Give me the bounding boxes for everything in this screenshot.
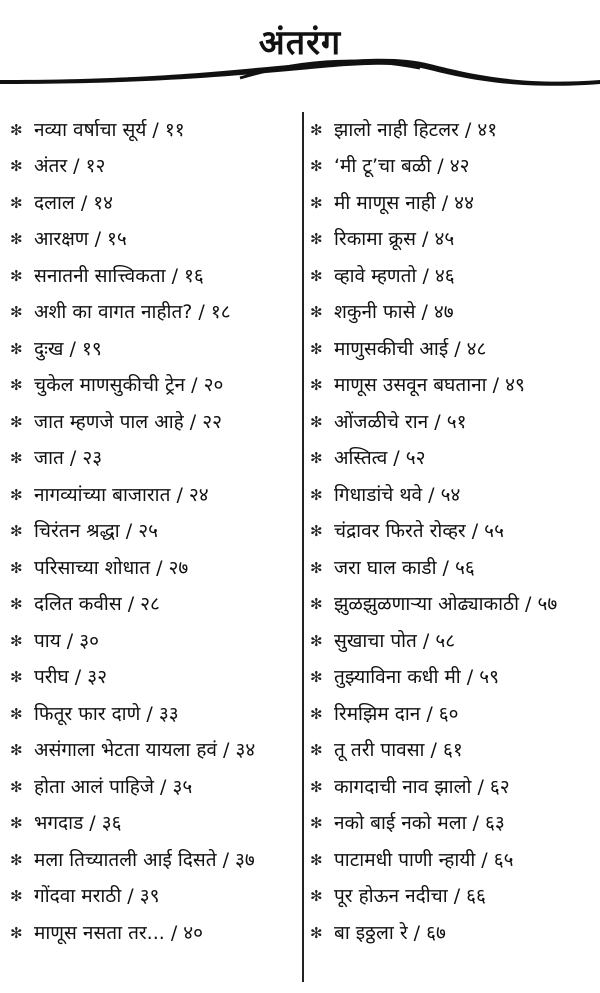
- toc-entry-text: तू तरी पावसा / ६१: [334, 739, 463, 762]
- asterisk-flower-icon: ✻: [310, 339, 323, 358]
- asterisk-flower-icon: ✻: [310, 631, 323, 650]
- toc-entry-text: रिमझिम दान / ६०: [334, 702, 459, 725]
- toc-entry-text: व्हावे म्हणतो / ४६: [334, 264, 455, 287]
- asterisk-flower-icon: ✻: [310, 266, 323, 285]
- toc-entry: [10, 733, 300, 770]
- asterisk-flower-icon: ✻: [310, 777, 323, 796]
- toc-entry-text: माणूस नसता तर... / ४०: [34, 921, 204, 944]
- toc-entry: [10, 623, 300, 660]
- toc-entry-text: कागदाची नाव झालो / ६२: [334, 775, 510, 798]
- toc-entry: [310, 842, 600, 879]
- toc-entry: [310, 587, 600, 624]
- asterisk-flower-icon: ✻: [10, 193, 23, 212]
- toc-entry: [310, 769, 600, 806]
- asterisk-flower-icon: ✻: [310, 668, 323, 687]
- toc-entry: [310, 915, 600, 952]
- toc-entry: [10, 295, 300, 332]
- contents-left-column: [10, 112, 300, 952]
- toc-entry-text: फितूर फार दाणे / ३३: [34, 702, 179, 725]
- toc-entry-text: सुखाचा पोत / ५८: [334, 629, 456, 652]
- asterisk-flower-icon: ✻: [10, 230, 23, 249]
- asterisk-flower-icon: ✻: [10, 120, 23, 139]
- asterisk-flower-icon: ✻: [10, 339, 23, 358]
- toc-entry: [10, 514, 300, 551]
- toc-entry: [310, 660, 600, 697]
- toc-entry-text: मी माणूस नाही / ४४: [334, 191, 474, 214]
- toc-entry-text: तुझ्याविना कधी मी / ५९: [334, 666, 499, 689]
- toc-entry-text: अंतर / १२: [34, 155, 106, 178]
- toc-entry-text: चंद्रावर फिरते रोव्हर / ५५: [334, 520, 504, 543]
- toc-entry-text: मला तिच्यातली आई दिसते / ३७: [34, 848, 255, 871]
- toc-entry: [10, 404, 300, 441]
- asterisk-flower-icon: ✻: [310, 814, 323, 833]
- toc-entry: [310, 149, 600, 186]
- asterisk-flower-icon: ✻: [310, 303, 323, 322]
- toc-entry-text: अस्तित्व / ५२: [334, 447, 426, 470]
- toc-entry-text: दलाल / १४: [34, 191, 114, 214]
- toc-entry-text: पाटामधी पाणी न्हायी / ६५: [334, 848, 514, 871]
- toc-entry-text: जात / २३: [34, 447, 103, 470]
- toc-entry-text: दलित कवीस / २८: [34, 593, 160, 616]
- toc-entry: [10, 587, 300, 624]
- toc-entry: [10, 696, 300, 733]
- asterisk-flower-icon: ✻: [10, 303, 23, 322]
- toc-entry-text: आरक्षण / १५: [34, 228, 127, 251]
- asterisk-flower-icon: ✻: [10, 741, 23, 760]
- column-divider: [302, 112, 304, 982]
- toc-entry-text: माणुसकीची आई / ४८: [334, 337, 487, 360]
- toc-entry: [10, 879, 300, 916]
- asterisk-flower-icon: ✻: [310, 923, 323, 942]
- toc-entry: [10, 915, 300, 952]
- asterisk-flower-icon: ✻: [10, 485, 23, 504]
- toc-entry-text: माणूस उसवून बघताना / ४९: [334, 374, 525, 397]
- asterisk-flower-icon: ✻: [310, 449, 323, 468]
- asterisk-flower-icon: ✻: [10, 704, 23, 723]
- toc-entry: [10, 769, 300, 806]
- toc-entry-text: परिसाच्या शोधात / २७: [34, 556, 189, 579]
- toc-entry: [10, 222, 300, 259]
- toc-entry-text: सनातनी सात्त्विकता / १६: [34, 264, 204, 287]
- toc-entry-text: चिरंतन श्रद्धा / २५: [34, 520, 158, 543]
- toc-entry-text: भगदाड / ३६: [34, 812, 122, 835]
- toc-entry-text: जरा घाल काडी / ५६: [334, 556, 475, 579]
- toc-entry: [310, 404, 600, 441]
- asterisk-flower-icon: ✻: [310, 522, 323, 541]
- asterisk-flower-icon: ✻: [310, 887, 323, 906]
- asterisk-flower-icon: ✻: [10, 412, 23, 431]
- toc-entry-text: बा इठ्ठला रे / ६७: [334, 921, 446, 944]
- toc-entry-text: ‘मी टू’चा बळी / ४२: [334, 155, 470, 178]
- toc-entry: [310, 733, 600, 770]
- toc-entry: [10, 331, 300, 368]
- toc-entry: [10, 441, 300, 478]
- toc-entry: [310, 295, 600, 332]
- toc-entry-text: दुःख / १९: [34, 337, 102, 360]
- toc-entry-text: ओंजळीचे रान / ५१: [334, 410, 467, 433]
- toc-entry: [310, 879, 600, 916]
- toc-entry: [310, 514, 600, 551]
- decorative-swoosh: [0, 50, 600, 98]
- toc-entry: [10, 550, 300, 587]
- asterisk-flower-icon: ✻: [10, 887, 23, 906]
- asterisk-flower-icon: ✻: [10, 522, 23, 541]
- asterisk-flower-icon: ✻: [310, 741, 323, 760]
- toc-entry: [310, 222, 600, 259]
- toc-entry-text: रिकामा क्रूस / ४५: [334, 228, 455, 251]
- toc-entry: [310, 185, 600, 222]
- asterisk-flower-icon: ✻: [310, 595, 323, 614]
- asterisk-flower-icon: ✻: [310, 120, 323, 139]
- toc-entry: [10, 368, 300, 405]
- toc-entry: [10, 477, 300, 514]
- toc-entry: [310, 441, 600, 478]
- toc-entry: [10, 806, 300, 843]
- toc-entry-text: पाय / ३०: [34, 629, 99, 652]
- toc-entry-text: नको बाई नको मला / ६३: [334, 812, 505, 835]
- asterisk-flower-icon: ✻: [310, 230, 323, 249]
- toc-entry: [10, 149, 300, 186]
- toc-entry: [310, 477, 600, 514]
- asterisk-flower-icon: ✻: [10, 777, 23, 796]
- page-header: [0, 0, 600, 100]
- toc-entry-text: पूर होऊन नदीचा / ६६: [334, 885, 486, 908]
- asterisk-flower-icon: ✻: [10, 376, 23, 395]
- asterisk-flower-icon: ✻: [310, 193, 323, 212]
- toc-entry: [310, 696, 600, 733]
- toc-entry: [10, 842, 300, 879]
- asterisk-flower-icon: ✻: [10, 814, 23, 833]
- toc-entry: [10, 660, 300, 697]
- asterisk-flower-icon: ✻: [310, 485, 323, 504]
- page-title: अंतरंग: [258, 23, 342, 63]
- asterisk-flower-icon: ✻: [310, 412, 323, 431]
- asterisk-flower-icon: ✻: [10, 157, 23, 176]
- asterisk-flower-icon: ✻: [10, 850, 23, 869]
- asterisk-flower-icon: ✻: [10, 595, 23, 614]
- toc-entry: [310, 550, 600, 587]
- toc-entry-text: नागव्यांच्या बाजारात / २४: [34, 483, 209, 506]
- toc-entry-text: अशी का वागत नाहीत? / १८: [34, 301, 231, 324]
- toc-entry-text: गोंदवा मराठी / ३९: [34, 885, 160, 908]
- asterisk-flower-icon: ✻: [310, 376, 323, 395]
- toc-entry-text: जात म्हणजे पाल आहे / २२: [34, 410, 222, 433]
- toc-entry: [310, 112, 600, 149]
- toc-entry: [310, 368, 600, 405]
- toc-entry: [310, 331, 600, 368]
- asterisk-flower-icon: ✻: [10, 631, 23, 650]
- toc-entry: [10, 185, 300, 222]
- asterisk-flower-icon: ✻: [10, 449, 23, 468]
- toc-entry-text: परीघ / ३२: [34, 666, 107, 689]
- toc-entry-text: झालो नाही हिटलर / ४१: [334, 118, 498, 141]
- toc-entry-text: शकुनी फासे / ४७: [334, 301, 454, 324]
- toc-entry-text: चुकेल माणसुकीची ट्रेन / २०: [34, 374, 224, 397]
- toc-entry: [310, 806, 600, 843]
- toc-entry: [10, 258, 300, 295]
- toc-entry: [310, 258, 600, 295]
- toc-entry: [10, 112, 300, 149]
- asterisk-flower-icon: ✻: [10, 923, 23, 942]
- asterisk-flower-icon: ✻: [310, 558, 323, 577]
- asterisk-flower-icon: ✻: [10, 266, 23, 285]
- toc-entry-text: होता आलं पाहिजे / ३५: [34, 775, 193, 798]
- contents-right-column: [310, 112, 600, 952]
- toc-entry-text: नव्या वर्षाचा सूर्य / ११: [34, 118, 185, 141]
- toc-entry-text: गिधाडांचे थवे / ५४: [334, 483, 461, 506]
- toc-entry-text: असंगाला भेटता यायला हवं / ३४: [34, 739, 256, 762]
- asterisk-flower-icon: ✻: [310, 157, 323, 176]
- asterisk-flower-icon: ✻: [310, 850, 323, 869]
- toc-entry-text: झुळझुळणाऱ्या ओढ्याकाठी / ५७: [334, 593, 558, 616]
- asterisk-flower-icon: ✻: [10, 558, 23, 577]
- asterisk-flower-icon: ✻: [310, 704, 323, 723]
- toc-entry: [310, 623, 600, 660]
- asterisk-flower-icon: ✻: [10, 668, 23, 687]
